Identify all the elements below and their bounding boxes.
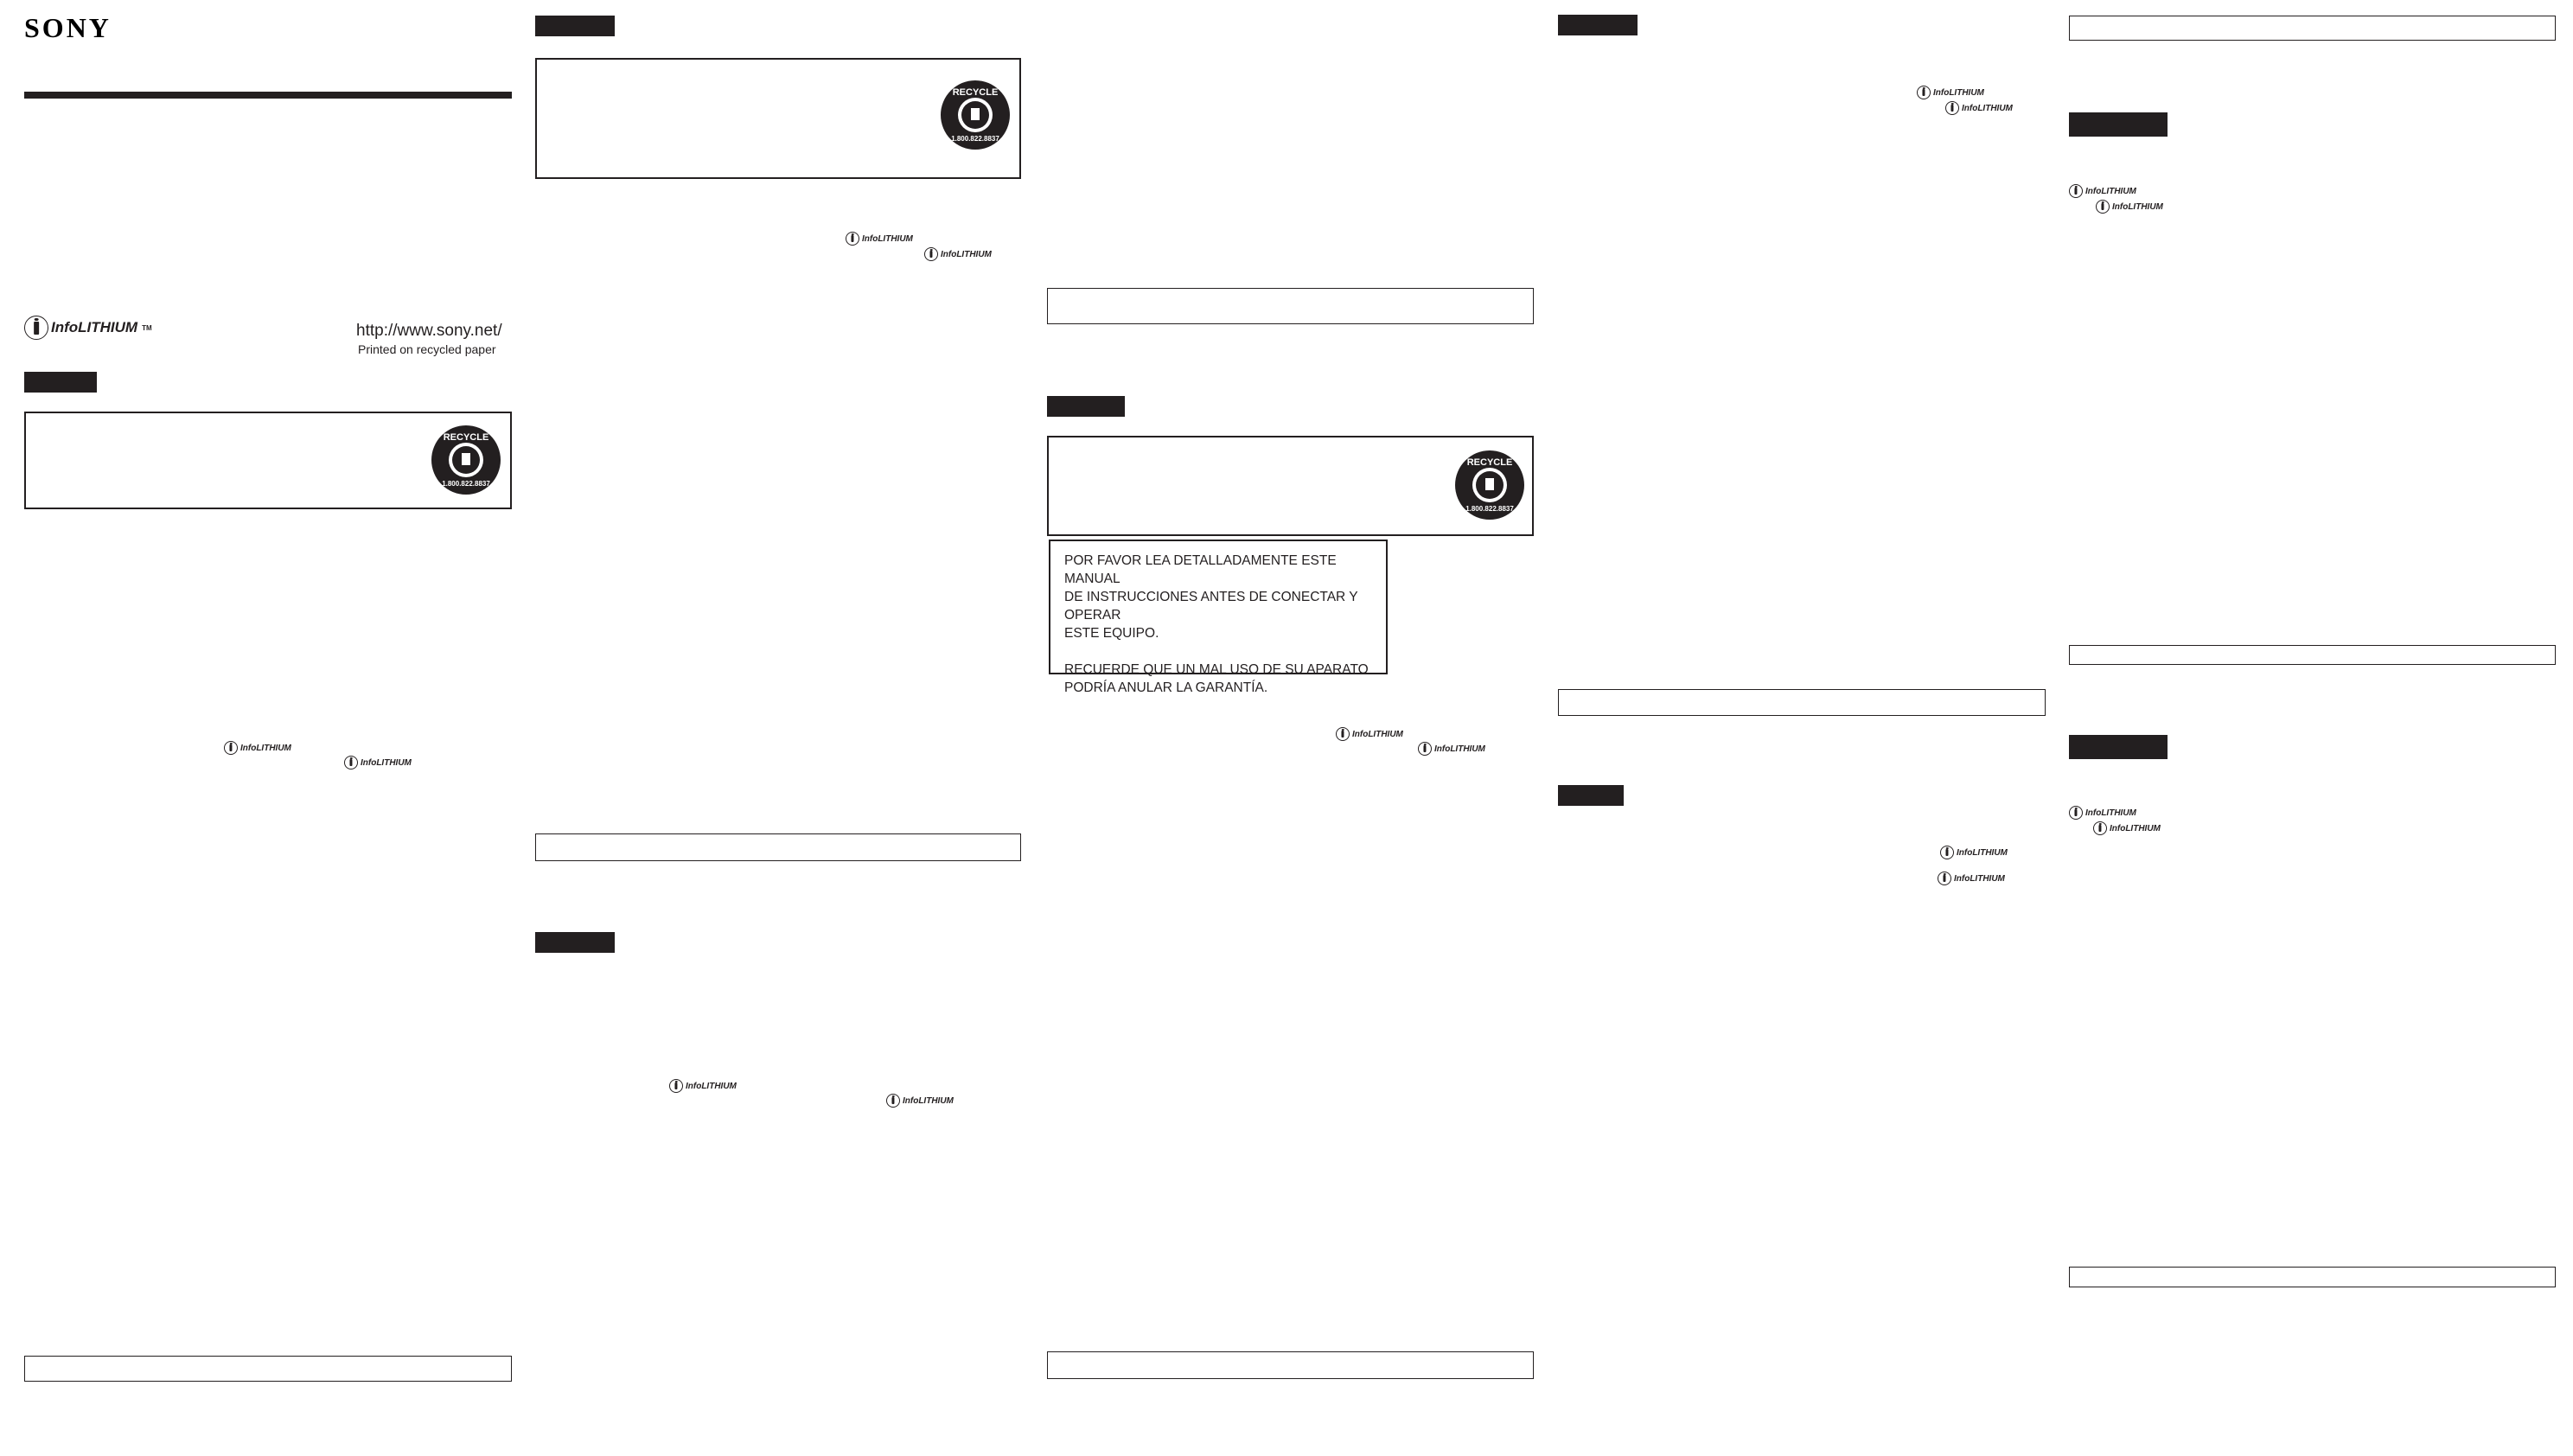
svg-text:1.800.822.8837: 1.800.822.8837 [1465, 505, 1514, 513]
inline-infolithium: InfoLITHIUM [2096, 200, 2163, 214]
info-i-icon [2093, 821, 2107, 835]
note-box [535, 833, 1021, 861]
printed-on-recycled-paper: Printed on recycled paper [358, 342, 496, 356]
info-i-icon [924, 247, 938, 261]
note-box [1047, 288, 1534, 324]
recycle-seal-icon [431, 425, 501, 495]
info-i-icon [846, 232, 859, 246]
info-i-icon [1336, 727, 1350, 741]
info-i-icon [224, 741, 238, 755]
recycle-seal-icon [1454, 450, 1525, 520]
inline-infolithium: InfoLITHIUM [1938, 872, 2005, 885]
sony-url[interactable]: http://www.sony.net/ [356, 322, 502, 340]
note-box [2069, 16, 2556, 41]
svg-text:RECYCLE: RECYCLE [1466, 457, 1513, 468]
inline-infolithium: InfoLITHIUM [1945, 101, 2013, 115]
svg-text:1.800.822.8837: 1.800.822.8837 [442, 480, 490, 488]
svg-text:1.800.822.8837: 1.800.822.8837 [951, 135, 999, 143]
info-i-icon [1940, 846, 1954, 859]
section-header-bar [2069, 112, 2168, 137]
section-header-bar [1558, 785, 1624, 806]
spanish-warning-box [1049, 540, 1388, 695]
section-header-bar [1558, 15, 1638, 35]
note-box [2069, 645, 2556, 665]
info-i-icon [1945, 101, 1959, 115]
inline-infolithium: InfoLITHIUM [924, 247, 992, 261]
info-i-icon [1938, 872, 1951, 885]
info-i-icon [344, 756, 358, 770]
warning-line: ESTE EQUIPO. [1064, 626, 1159, 641]
info-i-icon [1917, 86, 1931, 99]
warning-line: POR FAVOR LEA DETALLADAMENTE ESTE MANUAL [1064, 553, 1337, 586]
warning-line: DE INSTRUCCIONES ANTES DE CONECTAR Y OPERAR [1064, 590, 1358, 623]
svg-text:RECYCLE: RECYCLE [952, 87, 999, 98]
info-i-icon [2069, 806, 2083, 820]
inline-infolithium: InfoLITHIUM [2093, 821, 2161, 835]
title-rule [24, 92, 512, 99]
inline-infolithium: InfoLITHIUM [1336, 727, 1403, 741]
info-i-icon [669, 1079, 683, 1093]
note-box [1558, 689, 2046, 716]
warning-line: PODRÍA ANULAR LA GARANTÍA. [1064, 680, 1268, 695]
inline-infolithium: InfoLITHIUM [886, 1094, 954, 1108]
section-header-bar [24, 372, 97, 393]
inline-infolithium: InfoLITHIUM [1418, 742, 1485, 756]
inline-infolithium: InfoLITHIUM [344, 756, 412, 770]
recycle-seal-icon [940, 80, 1011, 150]
section-header-bar [2069, 735, 2168, 759]
sony-logo: SONY [24, 12, 112, 43]
note-box [24, 1356, 512, 1382]
inline-infolithium: InfoLITHIUM [2069, 806, 2136, 820]
section-header-bar [1047, 396, 1125, 417]
infolithium-logo: InfoLITHIUM TM [24, 316, 152, 340]
info-i-icon [1418, 742, 1432, 756]
inline-infolithium: InfoLITHIUM [224, 741, 291, 755]
note-box [2069, 1267, 2556, 1287]
info-i-icon [24, 316, 48, 340]
warning-line: RECUERDE QUE UN MAL USO DE SU APARATO [1064, 662, 1369, 677]
inline-infolithium: InfoLITHIUM [1917, 86, 1984, 99]
inline-infolithium: InfoLITHIUM [669, 1079, 737, 1093]
inline-infolithium: InfoLITHIUM [846, 232, 913, 246]
info-i-icon [2096, 200, 2110, 214]
svg-text:RECYCLE: RECYCLE [443, 432, 489, 443]
section-header-bar [535, 932, 615, 953]
note-box [1047, 1351, 1534, 1379]
info-i-icon [2069, 184, 2083, 198]
inline-infolithium: InfoLITHIUM [2069, 184, 2136, 198]
section-header-bar [535, 16, 615, 36]
info-i-icon [886, 1094, 900, 1108]
inline-infolithium: InfoLITHIUM [1940, 846, 2008, 859]
